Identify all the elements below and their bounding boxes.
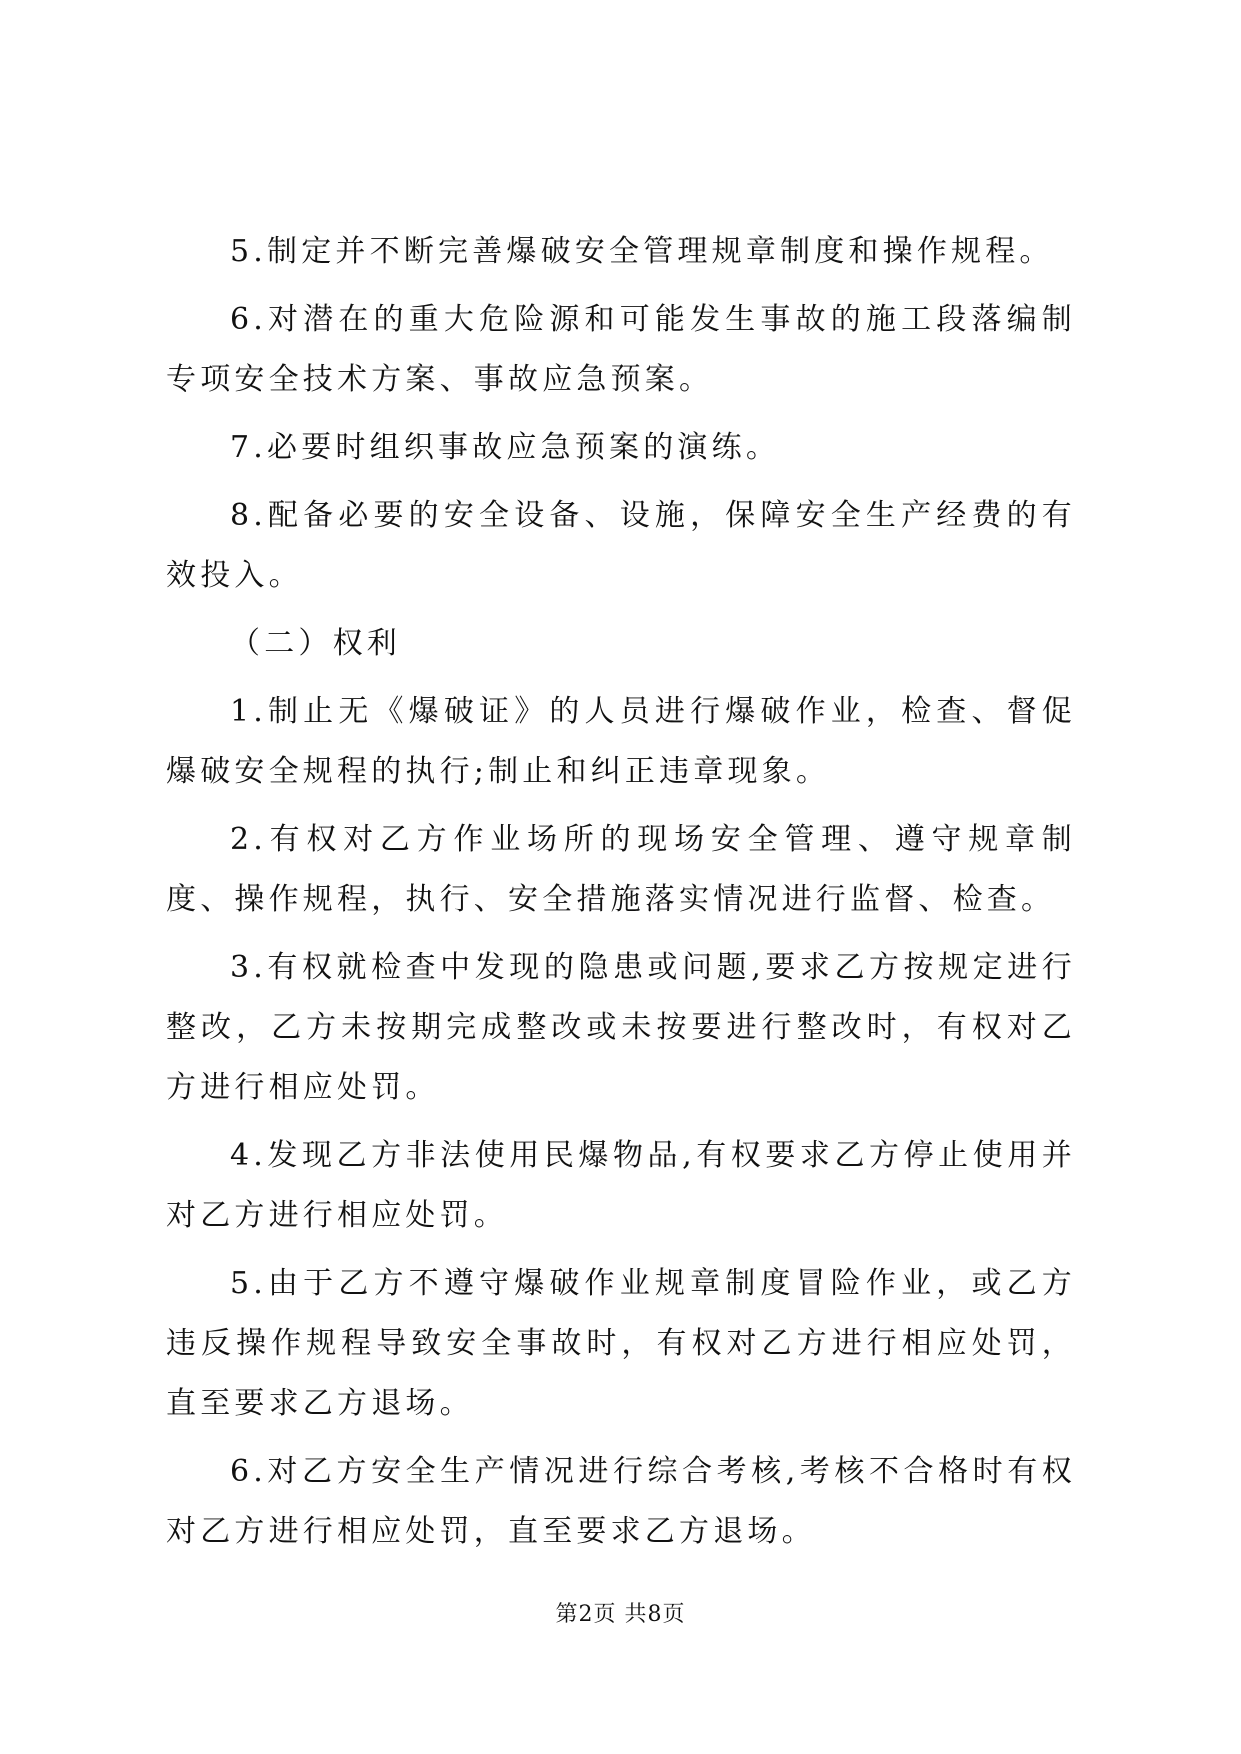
paragraph-item-7: 7.必要时组织事故应急预案的演练。	[230, 430, 781, 465]
document-body	[166, 222, 1076, 1562]
rights-item-4: 4.发现乙方非法使用民爆物品,有权要求乙方停止使用并对乙方进行相应处罚。	[166, 1138, 1076, 1233]
paragraph-item-5: 5.制定并不断完善爆破安全管理规章制度和操作规程。	[230, 234, 1054, 269]
rights-item-3: 3.有权就检查中发现的隐患或问题,要求乙方按规定进行整改，乙方未按期完成整改或未按要进行整改时，有权对乙方进行相应处罚。	[166, 950, 1076, 1105]
section-heading-rights: （二）权利	[230, 626, 401, 661]
rights-item-1: 1.制止无《爆破证》的人员进行爆破作业，检查、督促爆破安全规程的执行;制止和纠正违章现象。	[166, 694, 1076, 789]
rights-item-5: 5.由于乙方不遵守爆破作业规章制度冒险作业，或乙方违反操作规程导致安全事故时，有权对乙方进行相应处罚，直至要求乙方退场。	[166, 1266, 1076, 1421]
page-number-label: 第2页 共8页	[555, 1602, 686, 1627]
paragraph-item-6: 6.对潜在的重大危险源和可能发生事故的施工段落编制专项安全技术方案、事故应急预案。	[166, 302, 1076, 397]
rights-item-6: 6.对乙方安全生产情况进行综合考核,考核不合格时有权对乙方进行相应处罚，直至要求乙方退场。	[166, 1454, 1076, 1549]
page-footer	[0, 1600, 1241, 1630]
rights-item-2: 2.有权对乙方作业场所的现场安全管理、遵守规章制度、操作规程，执行、安全措施落实情况进行监督、检查。	[166, 822, 1076, 917]
paragraph-item-8: 8.配备必要的安全设备、设施，保障安全生产经费的有效投入。	[166, 498, 1076, 593]
